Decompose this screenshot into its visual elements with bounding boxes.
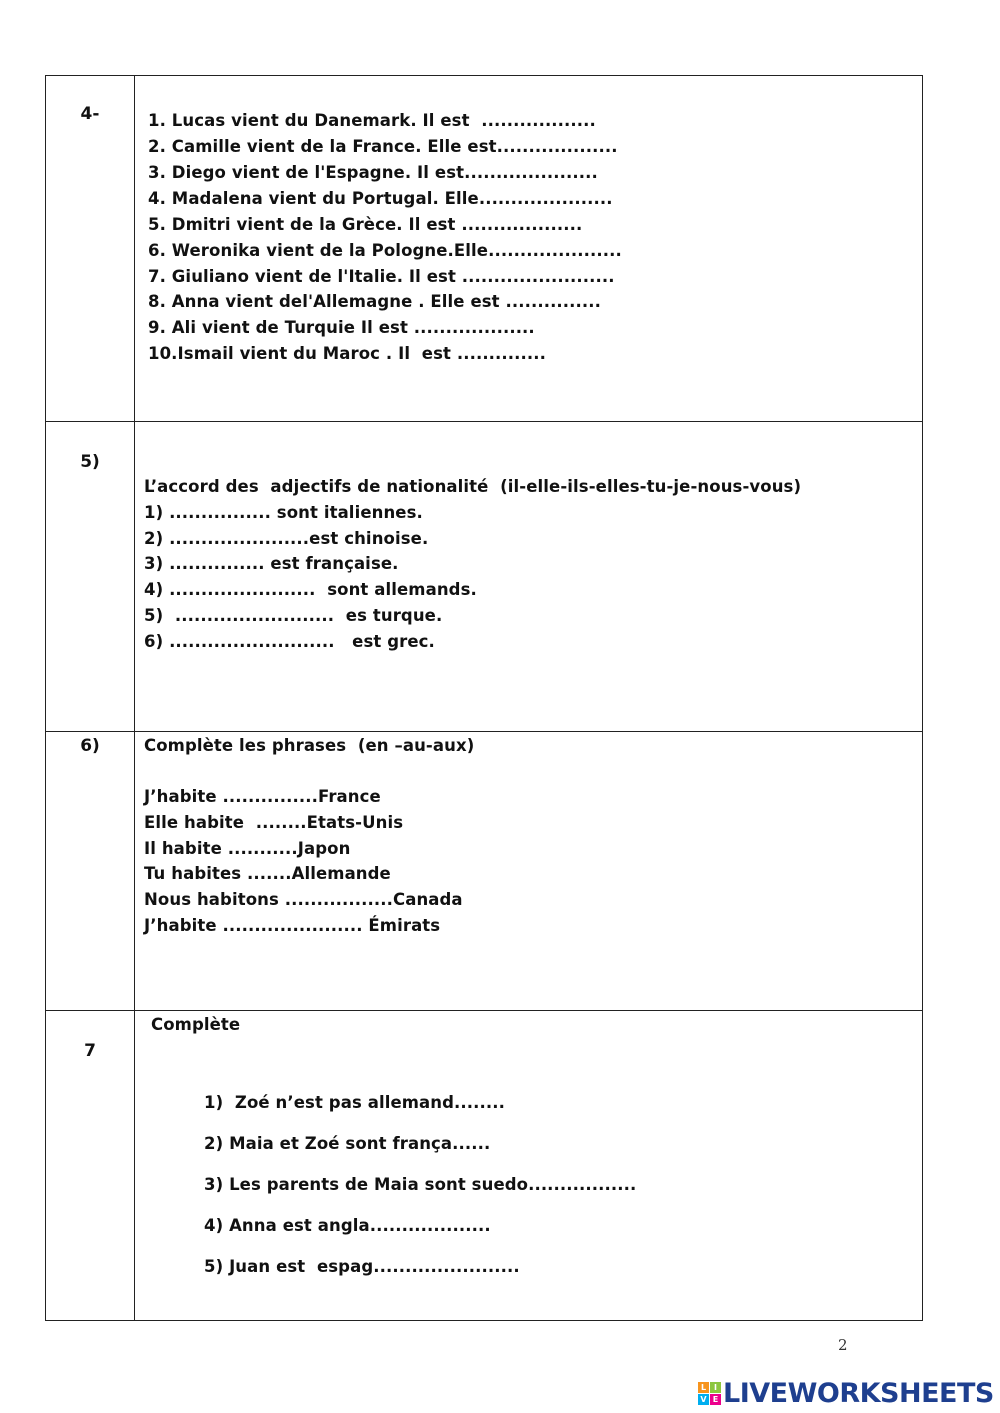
section-5-number: 5): [80, 452, 100, 472]
exercise-item: 1) ................ sont italiennes.: [144, 503, 423, 522]
sentence-item: 5. Dmitri vient de la Grèce. Il est ...................: [148, 215, 583, 234]
section-number: [46, 76, 135, 421]
exercise-item: 1) Zoé n’est pas allemand........: [204, 1093, 505, 1112]
exercise-item: 2) Maia et Zoé sont frança......: [204, 1134, 491, 1153]
logo-letter: E: [710, 1394, 721, 1405]
exercise-item: 5) ......................... es turque.: [144, 606, 443, 625]
exercise-item: 4) Anna est angla...................: [204, 1216, 491, 1235]
section-4-number: 4-: [80, 104, 100, 124]
sentence-item: 3. Diego vient de l'Espagne. Il est.....................: [148, 163, 598, 182]
exercise-item: J’habite ...............France: [144, 787, 381, 806]
sentence-item: 7. Giuliano vient de l'Italie. Il est ........................: [148, 267, 615, 286]
section-6: [46, 732, 922, 1011]
section-4-content: [135, 76, 922, 421]
liveworksheets-logo-icon: [698, 1382, 721, 1405]
sentence-item: 4. Madalena vient du Portugal. Elle.....................: [148, 189, 613, 208]
logo-letter: V: [698, 1394, 709, 1405]
section-7: [46, 1011, 922, 1321]
section-5-content: [135, 422, 922, 731]
section-5: [46, 422, 922, 732]
exercise-item: Nous habitons .................Canada: [144, 890, 463, 909]
brand-name: LIVEWORKSHEETS: [723, 1378, 994, 1409]
worksheet-table: [45, 75, 923, 1321]
exercise-item: 4) ....................... sont allemands.: [144, 580, 477, 599]
exercise-item: 5) Juan est espag.......................: [204, 1257, 520, 1276]
section-number: [46, 422, 135, 731]
section-7-title: Complète: [151, 1015, 241, 1034]
exercise-item: Elle habite ........Etats-Unis: [144, 813, 404, 832]
sentence-item: 1. Lucas vient du Danemark. Il est ..................: [148, 111, 596, 130]
sentence-item: 2. Camille vient de la France. Elle est...................: [148, 137, 618, 156]
sentence-item: 10.Ismail vient du Maroc . Il est ..............: [148, 344, 546, 363]
exercise-item: 3) ............... est française.: [144, 554, 399, 573]
logo-letter: I: [710, 1382, 721, 1393]
exercise-item: 6) .......................... est grec.: [144, 632, 435, 651]
liveworksheets-brand[interactable]: [698, 1378, 994, 1409]
sentence-item: 9. Ali vient de Turquie Il est ...................: [148, 318, 535, 337]
section-4: [46, 76, 922, 422]
section-6-title: Complète les phrases (en –au-aux): [144, 736, 475, 755]
exercise-item: Tu habites .......Allemande: [144, 864, 391, 883]
page-number: 2: [838, 1336, 848, 1354]
sentence-item: 6. Weronika vient de la Pologne.Elle.....................: [148, 241, 622, 260]
section-number: [46, 1011, 135, 1320]
exercise-item: 3) Les parents de Maia sont suedo.................: [204, 1175, 637, 1194]
exercise-item: J’habite ...................... Émirats: [144, 916, 441, 935]
section-7-content: [135, 1011, 922, 1320]
exercise-item: Il habite ...........Japon: [144, 839, 351, 858]
sentence-item: 8. Anna vient del'Allemagne . Elle est ...............: [148, 292, 602, 311]
logo-letter: L: [698, 1382, 709, 1393]
section-6-number: 6): [80, 736, 100, 756]
section-5-title: L’accord des adjectifs de nationalité (il-elle-ils-elles-tu-je-nous-vous): [144, 477, 802, 496]
section-number: [46, 732, 135, 1010]
section-6-content: [135, 732, 922, 1010]
exercise-item: 2) ......................est chinoise.: [144, 529, 429, 548]
section-7-number: 7: [84, 1041, 96, 1061]
